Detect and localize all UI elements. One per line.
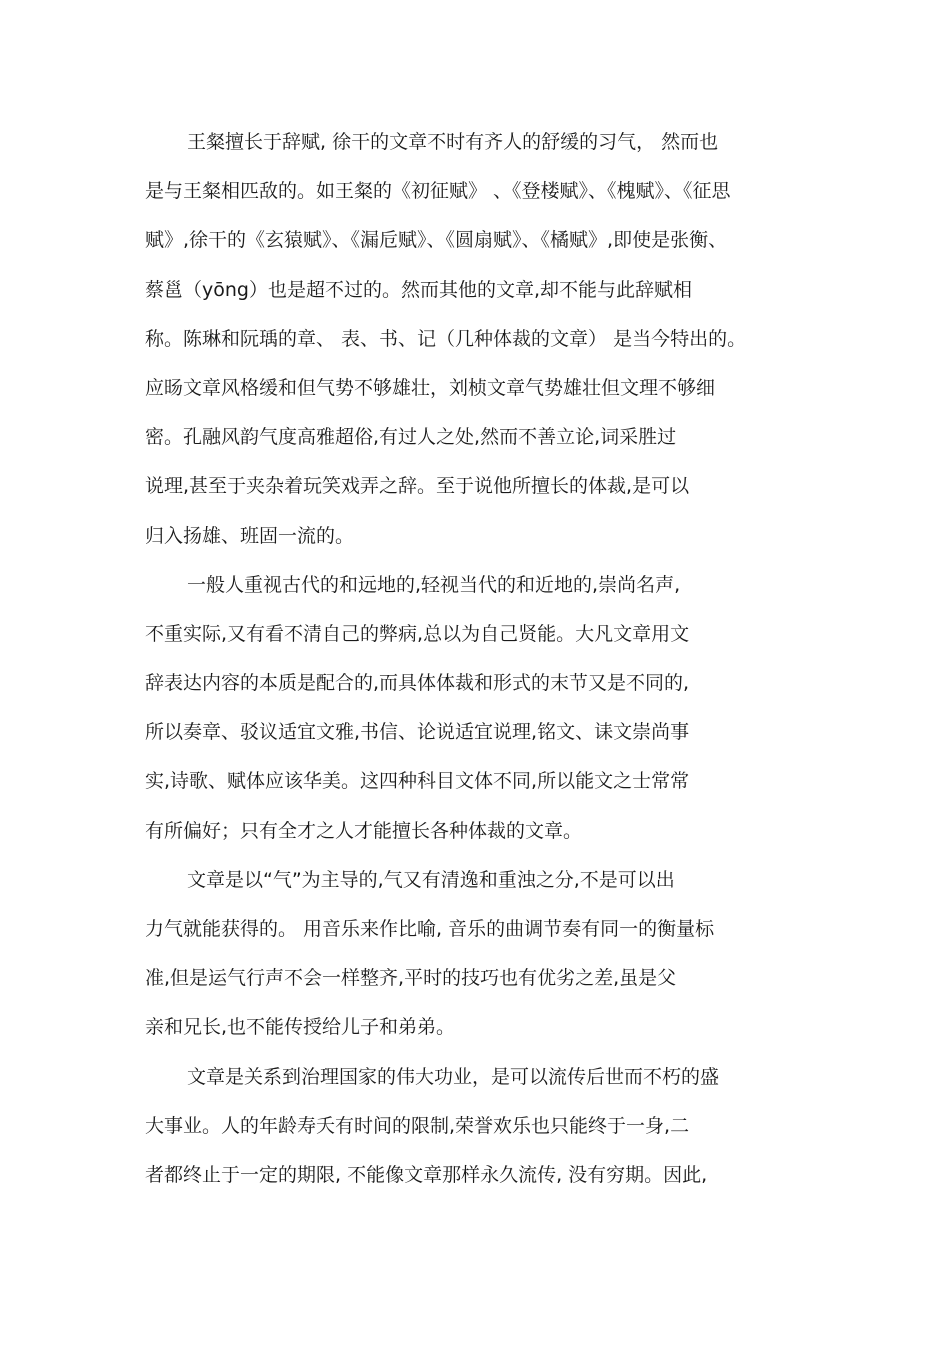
text-line: 王粲擅长于辞赋, 徐干的文章不时有齐人的舒缓的习气， 然而也 [187,131,719,153]
text-line: 大事业。人的年龄寿夭有时间的限制,荣誉欢乐也只能终于一身,二 [145,1114,690,1137]
text-line: 应旸文章风格缓和但气势不够雄壮，刘桢文章气势雄壮但文理不够细 [145,376,716,399]
text-line: 力气就能获得的。 用音乐来作比喻, 音乐的曲调节奏有同一的衡量标 [145,918,715,940]
text-line: 实,诗歌、赋体应该华美。这四种科目文体不同,所以能文之士常常 [145,770,690,793]
text-line: 赋》,徐干的《玄猿赋》、《漏卮赋》、《圆扇赋》、《橘赋》,即使是张衡、 [145,229,728,252]
text-line: 准,但是运气行声不会一样整齐,平时的技巧也有优劣之差,虽是父 [145,967,677,990]
text-line: 文章是以“气”为主导的,气又有清逸和重浊之分,不是可以出 [187,868,675,891]
text-line: 不重实际,又有看不清自己的弊病,总以为自己贤能。大凡文章用文 [145,622,690,645]
text-line: 文章是关系到治理国家的伟大功业，是可以流传后世而不朽的盛 [187,1065,720,1088]
body-text [145,122,825,1204]
text-line: 者都终止于一定的期限, 不能像文章那样永久流传, 没有穷期。因此, [145,1163,708,1186]
text-line: 一般人重视古代的和远地的,轻视当代的和近地的,崇尚名声, [187,573,681,596]
text-line: 辞表达内容的本质是配合的,而具体体裁和形式的末节又是不同的, [145,672,690,695]
text-line: 所以奏章、驳议适宜文雅,书信、论说适宜说理,铭文、诔文崇尚事 [145,721,690,744]
text-line: 有所偏好；只有全才之人才能擅长各种体裁的文章。 [145,819,583,842]
text-line: 亲和兄长,也不能传授给儿子和弟弟。 [145,1016,456,1039]
text-line: 称。陈琳和阮瑀的章、 表、书、记（几种体裁的文章） 是当今特出的。 [145,327,747,350]
text-line: 密。孔融风韵气度高雅超俗,有过人之处,然而不善立论,词采胜过 [145,426,677,449]
text-line: 是与王粲相匹敌的。如王粲的《初征赋》 、《登楼赋》、《槐赋》、《征思 [145,180,731,203]
text-line: 蔡邕（yōng）也是超不过的。然而其他的文章,却不能与此辞赋相 [145,278,693,301]
text-line: 说理,甚至于夹杂着玩笑戏弄之辞。至于说他所擅长的体裁,是可以 [145,475,690,498]
text-line: 归入扬雄、班固一流的。 [145,524,355,547]
